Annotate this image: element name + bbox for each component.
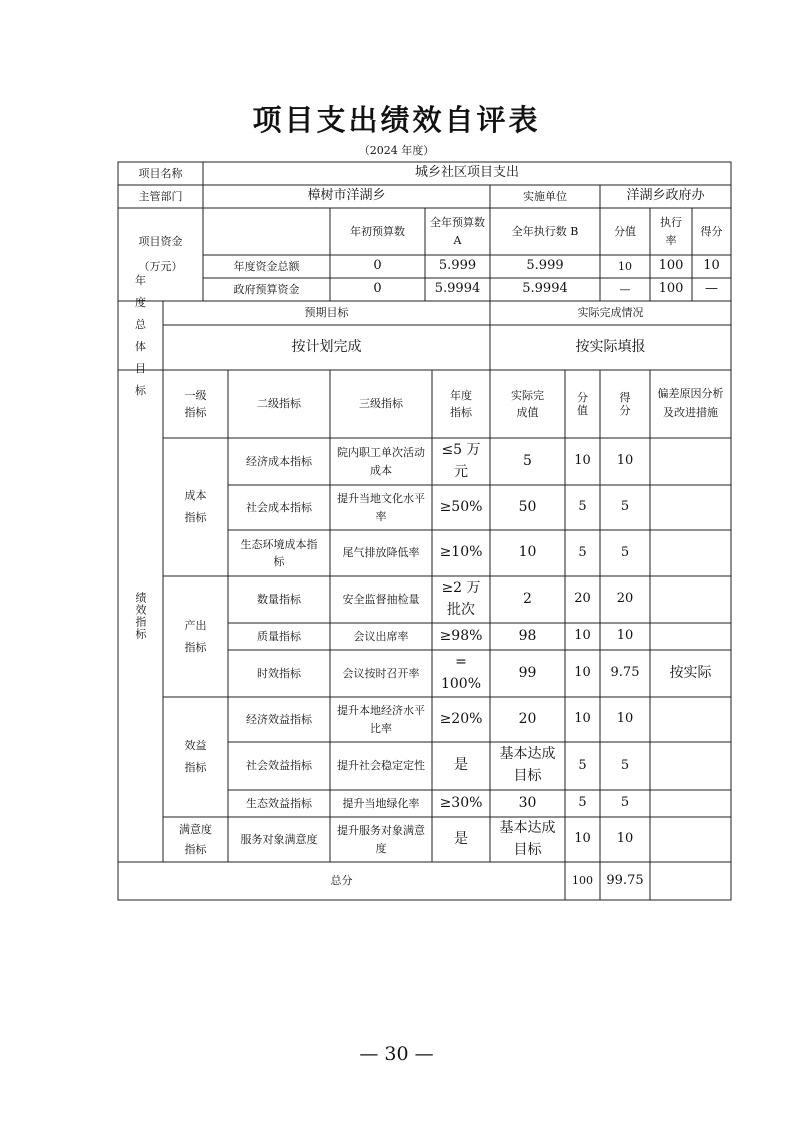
- target-cell: = 100%: [440, 653, 482, 692]
- score-cell: 10: [574, 665, 591, 681]
- funds-row-name: 政府预算资金: [233, 282, 300, 296]
- header-level1: 一级指标: [184, 388, 207, 419]
- got-cell: 5: [620, 795, 630, 811]
- funds-header-initial: 年初预算数: [350, 224, 405, 238]
- actual-cell: 基本达成目标: [499, 746, 556, 784]
- level3-cell: 安全监督抽检量: [342, 592, 420, 606]
- funds-row-rate: 100: [658, 258, 684, 274]
- level3-cell: 会议按时召开率: [342, 666, 420, 680]
- target-cell: ≤5 万元: [441, 441, 481, 480]
- got-cell: 9.75: [610, 665, 640, 681]
- target-cell: ≥2 万批次: [441, 579, 481, 618]
- indicators-section-text: 绩效指标: [134, 592, 148, 640]
- actual-cell: 5: [523, 452, 532, 469]
- score-cell: 5: [578, 544, 587, 560]
- level2-cell: 社会成本指标: [246, 500, 312, 514]
- header-deviation: 偏差原因分析及改进措施: [657, 387, 724, 419]
- deviation-cell: [650, 576, 731, 623]
- header-level2: 二级指标: [257, 397, 301, 411]
- unit-value: 洋湖乡政府办: [626, 188, 705, 204]
- target-cell: ≥50%: [439, 498, 483, 515]
- level1-output: 产出指标: [184, 618, 207, 654]
- got-cell: 5: [620, 757, 630, 773]
- score-cell: 10: [574, 453, 591, 469]
- funds-row-got: —: [705, 281, 718, 297]
- goal-expected-header: 预期目标: [304, 306, 349, 320]
- goal-expected-value: 按计划完成: [291, 338, 362, 355]
- level3-cell: 尾气排放降低率: [342, 546, 420, 560]
- header-level3: 三级指标: [359, 397, 403, 411]
- level3-cell: 提升社会稳定定性: [337, 759, 425, 773]
- level2-cell: 经济效益指标: [246, 712, 312, 726]
- level1-satisfaction: 满意度指标: [179, 822, 212, 856]
- header-actual: 实际完成值: [511, 388, 544, 419]
- page-number: — 30 —: [359, 1043, 434, 1065]
- deviation-cell: [650, 790, 731, 817]
- funds-row-initial: 0: [373, 258, 382, 274]
- unit-label: 实施单位: [523, 189, 567, 203]
- target-cell: 是: [454, 830, 468, 847]
- funds-row-rate: 100: [658, 281, 684, 297]
- funds-header-rate: 执行率: [660, 216, 682, 247]
- page-title: 项目支出绩效自评表: [252, 103, 541, 137]
- deviation-cell: [650, 742, 731, 790]
- got-cell: 10: [616, 711, 634, 727]
- level3-cell: 提升当地绿化率: [342, 796, 420, 810]
- total-score: 100: [572, 874, 593, 888]
- header-got: 得分: [619, 390, 631, 417]
- actual-cell: 50: [518, 498, 537, 515]
- funds-row-initial: 0: [373, 281, 382, 297]
- target-cell: ≥10%: [439, 544, 483, 561]
- deviation-cell: 按实际: [669, 664, 712, 681]
- got-cell: 10: [616, 831, 634, 847]
- got-cell: 5: [620, 544, 630, 560]
- level3-cell: 提升当地文化水平率: [337, 492, 425, 523]
- year-label: （2024 年度）: [358, 144, 435, 157]
- deviation-cell: [650, 697, 731, 742]
- deviation-cell: [650, 438, 731, 485]
- goal-actual-value: 按实际填报: [575, 338, 646, 355]
- total-got: 99.75: [606, 872, 644, 888]
- score-cell: 5: [578, 499, 587, 515]
- level2-cell: 服务对象满意度: [240, 832, 318, 846]
- got-cell: 5: [620, 499, 630, 515]
- header-target: 年度指标: [450, 388, 472, 419]
- level3-cell: 提升服务对象满意度: [337, 824, 425, 855]
- score-cell: 10: [574, 711, 591, 727]
- deviation-cell: [650, 817, 731, 862]
- funds-row-executed: 5.9994: [522, 281, 568, 297]
- indicators-section-label: [118, 370, 163, 862]
- target-cell: 是: [454, 757, 468, 774]
- deviation-cell: [650, 530, 731, 576]
- level1-benefit: 效益指标: [184, 739, 207, 774]
- level2-cell: 数量指标: [257, 592, 301, 606]
- level2-cell: 社会效益指标: [246, 759, 312, 773]
- level1-cost: 成本指标: [184, 489, 207, 524]
- total-label: 总分: [330, 874, 353, 888]
- deviation-cell: [650, 623, 731, 650]
- target-cell: ≥20%: [439, 710, 483, 727]
- funds-row-annual: 5.999: [438, 258, 477, 274]
- actual-cell: 99: [518, 664, 537, 681]
- level2-cell: 经济成本指标: [246, 454, 312, 468]
- got-cell: 20: [616, 591, 634, 607]
- goal-label: 年度总体目标: [135, 273, 146, 397]
- level3-cell: 会议出席率: [353, 629, 409, 643]
- funds-header-annual: 全年预算数 A: [430, 216, 485, 247]
- level3-cell: 院内职工单次活动成本: [337, 446, 425, 477]
- dept-label: 主管部门: [138, 189, 183, 203]
- got-cell: 10: [616, 628, 634, 644]
- funds-row-annual: 5.9994: [434, 281, 481, 297]
- score-cell: 10: [574, 831, 591, 847]
- project-name-label: 项目名称: [138, 166, 183, 180]
- funds-header-got: 得分: [700, 224, 723, 238]
- actual-cell: 基本达成目标: [499, 819, 556, 858]
- actual-cell: 98: [518, 627, 537, 644]
- level2-cell: 生态环境成本指标: [240, 537, 318, 568]
- level2-cell: 生态效益指标: [246, 796, 312, 810]
- got-cell: 10: [616, 453, 634, 469]
- funds-row-got: 10: [703, 258, 720, 274]
- funds-label-line2: （万元）: [138, 259, 183, 273]
- funds-header-score: 分值: [614, 224, 636, 238]
- level2-cell: 时效指标: [257, 666, 301, 680]
- funds-header-executed: 全年执行数 B: [511, 224, 579, 238]
- score-cell: 20: [574, 591, 591, 607]
- actual-cell: 10: [518, 544, 537, 561]
- header-score: 分值: [577, 390, 588, 417]
- project-name-value: 城乡社区项目支出: [414, 165, 519, 181]
- goal-actual-header: 实际完成情况: [577, 306, 644, 320]
- target-cell: ≥98%: [439, 627, 483, 644]
- score-cell: 10: [574, 628, 591, 644]
- level3-cell: 提升本地经济水平比率: [337, 704, 425, 735]
- actual-cell: 20: [518, 710, 537, 727]
- funds-row-name: 年度资金总额: [233, 259, 300, 273]
- actual-cell: 30: [518, 794, 537, 811]
- deviation-cell: [650, 485, 731, 530]
- funds-row-executed: 5.999: [526, 258, 564, 274]
- dept-value: 樟树市洋湖乡: [307, 188, 386, 204]
- funds-row-score: 10: [618, 259, 632, 273]
- funds-label-line1: 项目资金: [138, 235, 183, 249]
- target-cell: ≥30%: [439, 794, 483, 811]
- score-cell: 5: [578, 795, 587, 811]
- score-cell: 5: [578, 757, 587, 773]
- funds-row-score: —: [619, 282, 631, 296]
- actual-cell: 2: [523, 590, 532, 607]
- level2-cell: 质量指标: [257, 629, 301, 643]
